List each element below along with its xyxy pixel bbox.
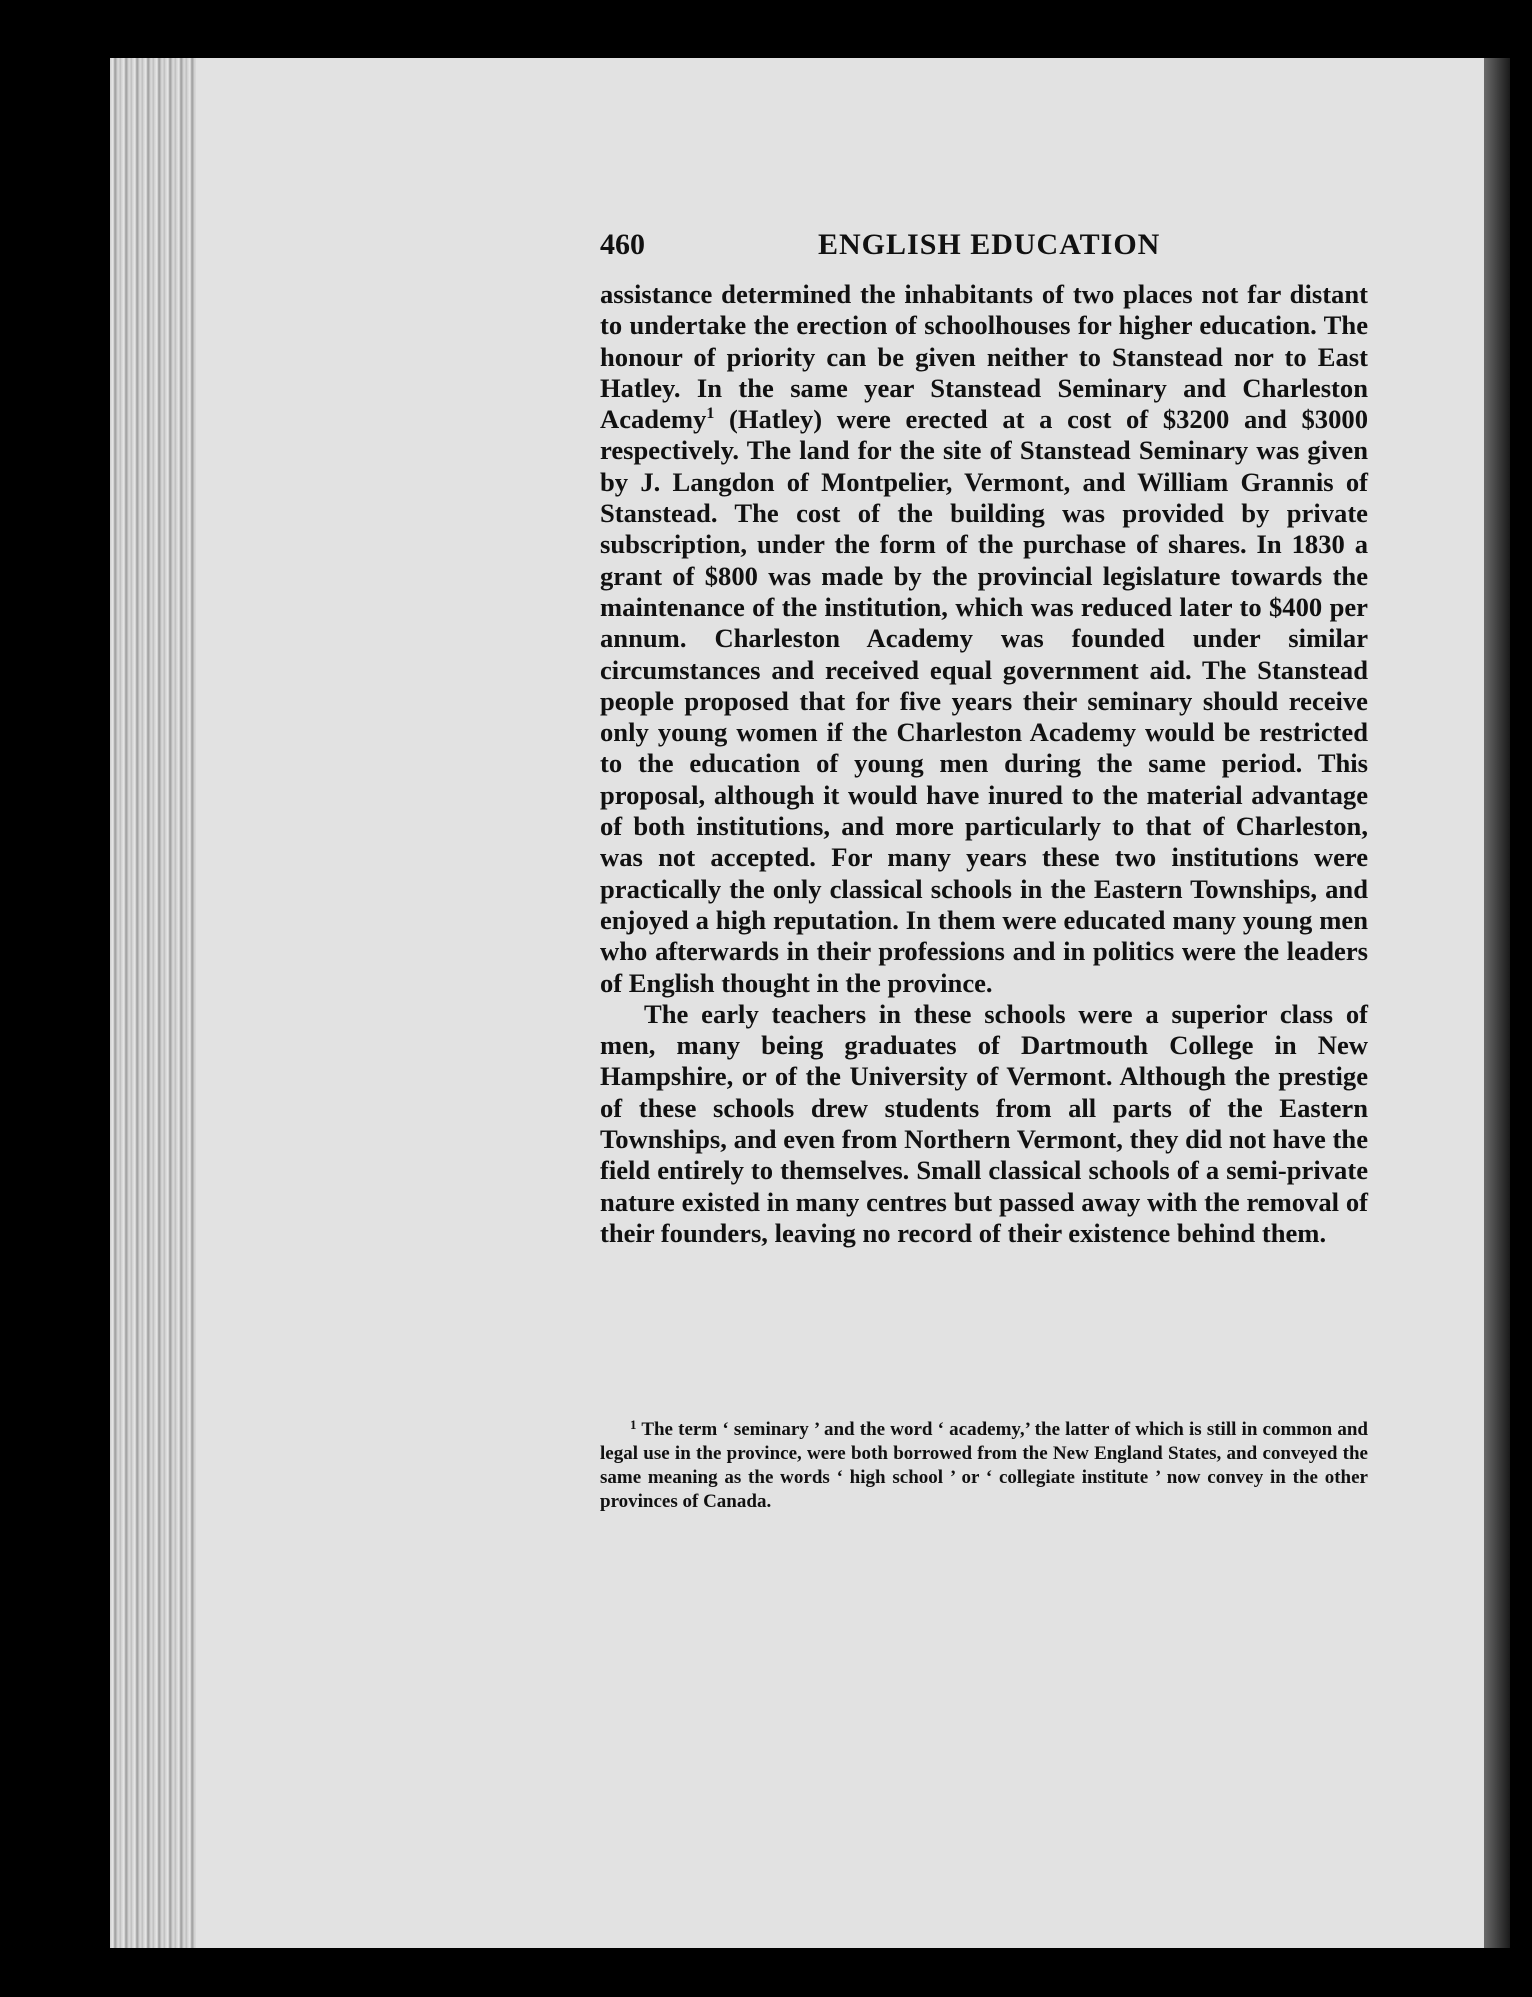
- page-edges: [110, 58, 206, 1948]
- paragraph: [600, 279, 1368, 999]
- body-text: [600, 279, 1368, 1249]
- footnote-text: The term ‘ seminary ’ and the word ‘ academy,’ the latter of which is still in common and legal use in the province, were both borrowed from the New England States, and conveyed the same meaning as the words ‘ high school ’ or ‘ collegiate institute ’ now convey in the other provinces of Canada.: [600, 1419, 1368, 1512]
- page-number: 460: [600, 228, 645, 261]
- footnote-reference: 1: [706, 405, 715, 423]
- page-gutter-shadow: [1484, 58, 1510, 1948]
- footnote-paragraph: [600, 1418, 1368, 1514]
- footnote-marker: 1: [630, 1417, 637, 1432]
- footnote: [600, 1418, 1368, 1514]
- running-head: [600, 228, 1380, 272]
- paragraph: The early teachers in these schools were a superior class of men, many being graduates of Dartmouth College in New Hampshire, or of the University of Vermont. Although the prestige of these schools drew students from all parts of the Eastern Townships, and even from Northern Vermont, they did not have the field entirely to themselves. Small classical schools of a semi-private nature existed in many centres but passed away with the removal of their founders, leaving no record of their existence behind them.: [600, 998, 1368, 1248]
- page-heading: ENGLISH EDUCATION: [818, 228, 1161, 261]
- paragraph-text: assistance determined the inhabitants of two places not far distant to undertake the erection of schoolhouses for higher education. The honour of priority can be given neither to Stanstead nor to East Hatley. In the same year Stanstead Seminary and Charleston Academy: [600, 279, 1368, 435]
- paragraph-text: (Hatley) were erected at a cost of $3200 and $3000 respectively. The land for the site of Stanstead Seminary was given by J. Langdon of Montpelier, Vermont, and William Grannis of Stanstead. The cost of the building was provided by private subscription, under the form of the purchase of shares. In 1830 a grant of $800 was made by the provincial legislature towards the maintenance of the institution, which was reduced later to $400 per annum. Charleston Academy was founded under similar circumstances and received equal government aid. The Stanstead people proposed that for five years their seminary should receive only young women if the Charleston Academy would be restricted to the education of young men during the same period. This proposal, although it would have inured to the material advantage of both institutions, and more particularly to that of Charleston, was not accepted. For many years these two institutions were practically the only classical schools in the Eastern Townships, and enjoyed a high reputation. In them were educated many young men who afterwards in their professions and in politics were the leaders of English thought in the province.: [600, 404, 1368, 998]
